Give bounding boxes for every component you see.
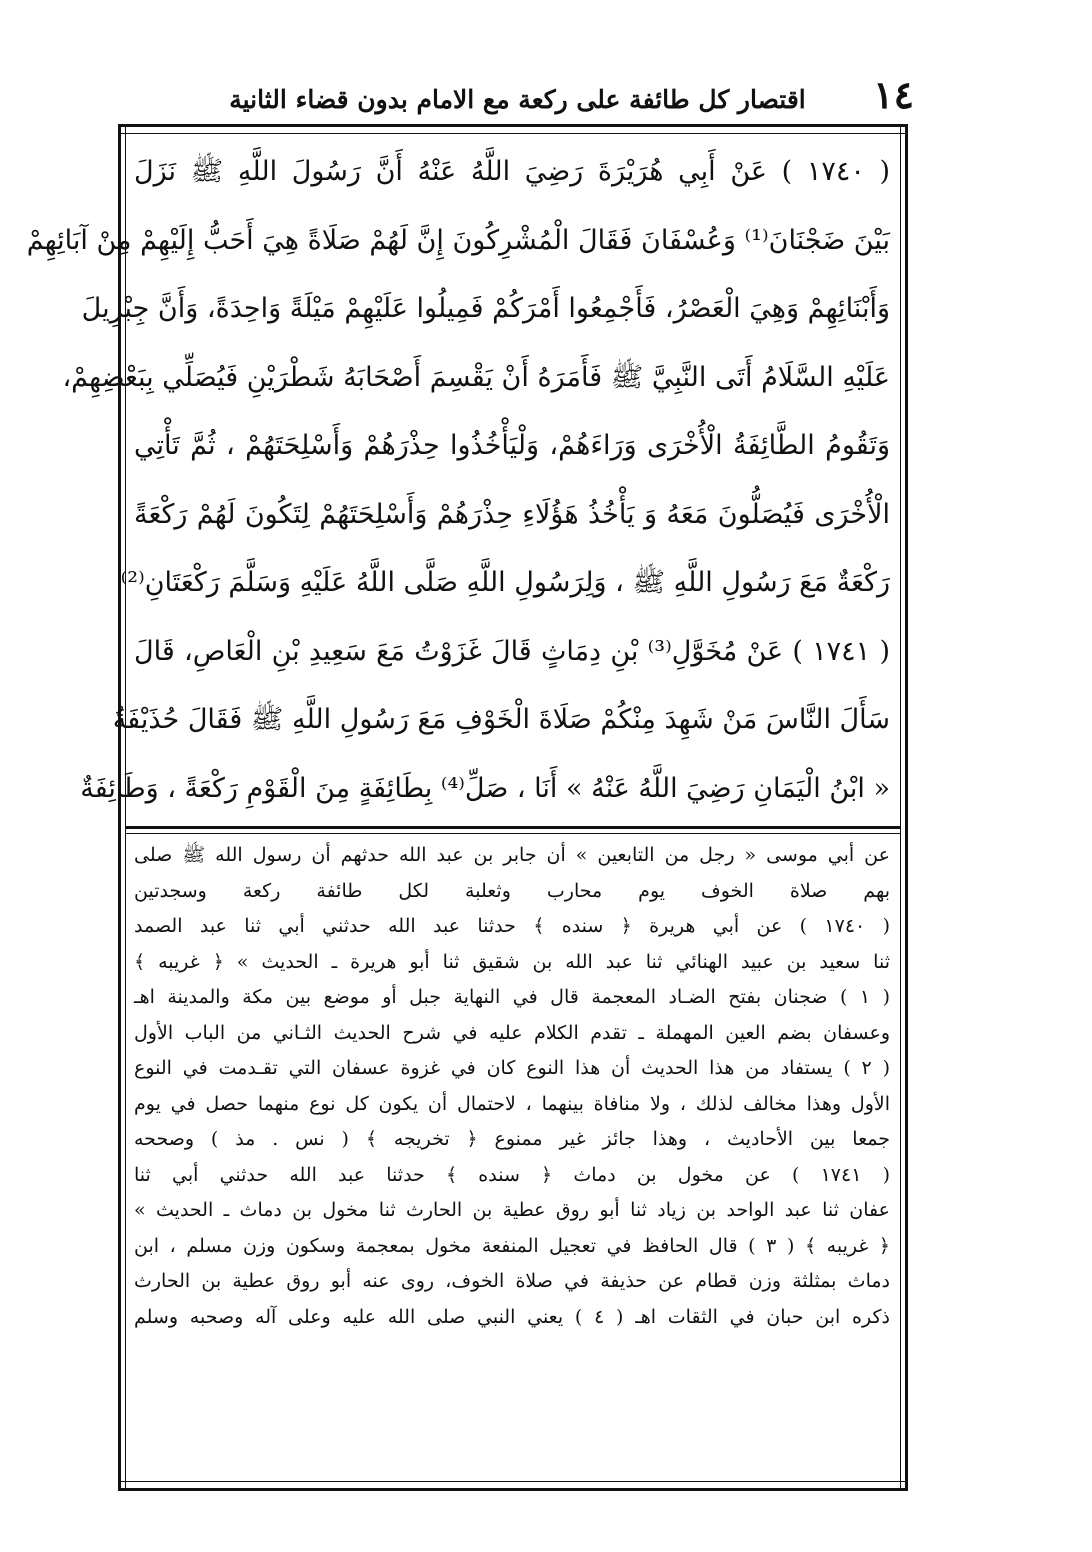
- footnote-line: عفان ثنا عبد الواحد بن زياد ثنا أبو روق عطية بن الحارث ثنا مخول بن دماث ـ الحديث »: [134, 1199, 890, 1221]
- running-title: اقتصار كل طائفة على ركعة مع الامام بدون قضاء الثانية: [229, 85, 806, 114]
- footnote-line: ثنا سعيد بن عبيد الهنائي ثنا عبد الله بن شقيق ثنا أبو هريرة ـ الحديث » ﴿ غريبه ﴾: [134, 950, 890, 973]
- footnote-line: ﴿ غريبه ﴾ ( ٣ ) قال الحافظ في تعجيل المنفعة مخول بمعجمة وسكون وزن مسلم ، ابن: [134, 1234, 890, 1257]
- footnote-line: جمعا بين الأحاديث ، وهذا جائز غير ممنوع ﴿ تخريجه ﴾ ( نس . مذ ) وصححه: [134, 1128, 890, 1150]
- main-text-line: ( ١٧٤١ ) عَنْ مُخَوَّلِ⁽³⁾ بْنِ دِمَاثٍ قَالَ غَزَوْتُ مَعَ سَعِيدِ بْنِ الْعَاصِ، قَالَ: [134, 635, 890, 667]
- main-text-line: بَيْنَ ضَجْنَانَ⁽¹⁾ وَعُسْفَانَ فَقَالَ الْمُشْرِكُونَ إِنَّ لَهُمْ صَلَاةً هِيَ أَحَبُّ إِلَيْهِمْ مِنْ آبَائِهِمْ: [26, 224, 890, 256]
- page-number: ١٤: [873, 72, 914, 117]
- frame-right-rule: [900, 124, 908, 1489]
- main-text-line: وَتَقُومُ الطَّائِفَةُ الْأُخْرَى وَرَاءَهُمْ، وَلْيَأْخُذُوا حِذْرَهُمْ وَأَسْلِحَتَهُمْ ، ثُمَّ تَأْتِي: [134, 430, 890, 461]
- main-text-line: عَلَيْهِ السَّلَامُ أَتَى النَّبِيَّ ﷺ فَأَمَرَهُ أَنْ يَقْسِمَ أَصْحَابَهُ شَطْرَيْنِ فَيُصَلِّي بِبَعْضِهِمْ،: [62, 361, 890, 393]
- main-text-line: ( ١٧٤٠ ) عَنْ أَبِي هُرَيْرَةَ رَضِيَ اللَّهُ عَنْهُ أَنَّ رَسُولَ اللَّهِ ﷺ نَزَلَ: [134, 156, 891, 187]
- footnotes-block: [134, 838, 890, 1478]
- footnote-line: وعسفان بضم العين المهملة ـ تقدم الكلام عليه في شرح الحديث الثـاني من الباب الأول: [134, 1021, 890, 1044]
- hadith-text-block: [26, 138, 891, 823]
- main-text-line: الْأُخْرَى فَيُصَلُّونَ مَعَهُ وَ يَأْخُذُ هَؤُلَاءِ حِذْرَهُمْ وَأَسْلِحَتَهُمْ لِتَكُونَ لَهُمْ رَكْعَةً: [134, 498, 890, 530]
- main-text-line: « ابْنُ الْيَمَانِ رَضِيَ اللَّهُ عَنْهُ » أَنَا ، صَلِّ⁽⁴⁾ بِطَائِفَةٍ مِنَ الْقَوْمِ رَكْعَةً ، وَطَائِفَةٌ: [80, 772, 890, 804]
- footnote-line: ( ١ ) ضجنان بفتح الضـاد المعجمة قال في النهاية جبل أو موضع بين مكة والمدينة اهـ: [134, 986, 890, 1008]
- frame-top-rule: [118, 124, 908, 134]
- footnote-divider: [126, 826, 900, 834]
- footnote-line: الأول وهذا مخالف لذلك ، ولا منافاة بينهما ، لاحتمال أن يكون كل نوع منهما حصل في يوم: [134, 1092, 890, 1115]
- frame-bottom-rule: [118, 1481, 908, 1491]
- main-text-line: وَأَبْنَائِهِمْ وَهِيَ الْعَصْرُ، فَأَجْمِعُوا أَمْرَكُمْ فَمِيلُوا عَلَيْهِمْ مَيْلَةً وَاحِدَةً، وَأَنَّ جِبْرِيلَ: [81, 293, 890, 324]
- main-text-line: سَأَلَ النَّاسَ مَنْ شَهِدَ مِنْكُمْ صَلَاةَ الْخَوْفِ مَعَ رَسُولِ اللَّهِ ﷺ فَقَالَ حُذَيْفَةُ: [112, 704, 890, 735]
- footnote-line: ( ٢ ) يستفاد من هذا الحديث أن هذا النوع كان في غزوة عسفان التي تقـدمت في النوع: [134, 1057, 890, 1079]
- footnote-line: عن أبي موسى « رجل من التابعين » أن جابر بن عبد الله حدثهم أن رسول الله ﷺ صلى: [134, 844, 890, 866]
- footnote-line: بهم صلاة الخوف يوم محارب وثعلبة لكل طائفة ركعة وسجدتين: [134, 879, 890, 902]
- footnote-line: ( ١٧٤١ ) عن مخول بن دماث ﴿ سنده ﴾ حدثنا عبد الله حدثني أبي ثنا: [134, 1163, 890, 1186]
- main-text-line: رَكْعَةٌ مَعَ رَسُولِ اللَّهِ ﷺ ، وَلِرَسُولِ اللَّهِ صَلَّى اللَّهُ عَلَيْهِ وَسَلَّمَ رَكْعَتَانِ⁽²⁾: [120, 567, 890, 598]
- footnote-line: ذكره ابن حبان في الثقات اهـ ( ٤ ) يعني النبي صلى الله عليه وعلى آله وصحبه وسلم: [134, 1305, 890, 1328]
- footnote-line: ( ١٧٤٠ ) عن أبي هريرة ﴿ سنده ﴾ حدثنا عبد الله حدثني أبي ثنا عبد الصمد: [134, 915, 890, 937]
- footnote-line: دماث بمثلثة وزن قطام عن حذيفة في صلاة الخوف، روى عنه أبو روق عطية بن الحارث: [134, 1270, 890, 1292]
